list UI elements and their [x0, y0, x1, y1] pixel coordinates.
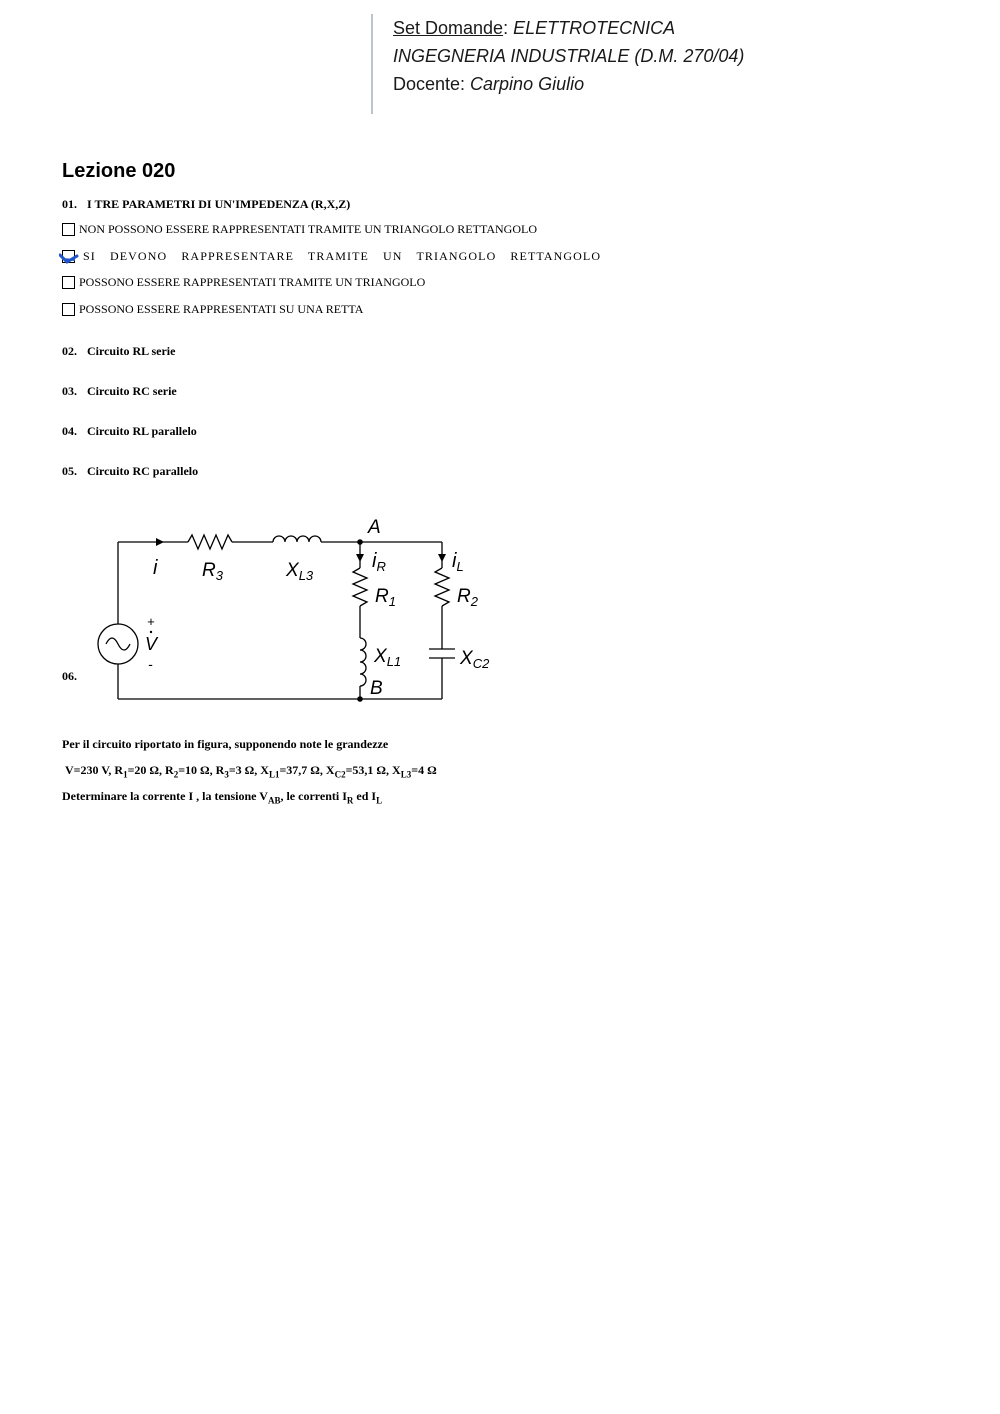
- resistor-r2: [435, 568, 449, 606]
- question-06: 06.: [62, 669, 77, 683]
- lesson-title: Lezione 020: [62, 160, 176, 182]
- teacher-line: Docente: Carpino Giulio: [393, 74, 585, 94]
- question-02: 02. Circuito RL serie: [62, 344, 176, 358]
- label-plus: +: [147, 614, 155, 629]
- label-ir: $i_R$: [372, 550, 386, 574]
- arrow-current-ir: [356, 554, 364, 562]
- option-1[interactable]: NON POSSONO ESSERE RAPPRESENTATI TRAMITE UN TRIANGOLO RETTANGOLO: [62, 222, 537, 237]
- question-01: 01. I TRE PARAMETRI DI UN'IMPEDENZA (R,X,Z): [62, 197, 351, 211]
- question-04: 04. Circuito RL parallelo: [62, 424, 197, 438]
- question-03: 03. Circuito RC serie: [62, 384, 177, 398]
- question-05: 05. Circuito RC parallelo: [62, 464, 199, 478]
- label-node-a: A: [368, 517, 381, 538]
- option-checkbox[interactable]: [62, 303, 75, 316]
- course-line: INGEGNERIA INDUSTRIALE (D.M. 270/04): [393, 46, 745, 66]
- option-checkbox-checked[interactable]: [62, 250, 75, 263]
- v-phasor-dot: [150, 631, 152, 633]
- node-b-dot: [357, 696, 363, 702]
- problem-intro: Per il circuito riportato in figura, supponendo note le grandezze: [62, 737, 389, 751]
- problem-task: Determinare la corrente I , la tensione $V_{AB}$, le correnti $I_R$ ed $I_L$: [62, 789, 383, 806]
- circuit-diagram: [90, 512, 510, 707]
- label-v: V: [145, 634, 158, 654]
- capacitor-xc2: [429, 649, 455, 658]
- subject: ELETTROTECNICA: [513, 18, 676, 38]
- label-xl3: $X_{L3}$: [286, 560, 314, 583]
- set-line: Set Domande: ELETTROTECNICA: [393, 18, 676, 38]
- document-header: [371, 14, 744, 114]
- option-checkbox[interactable]: [62, 276, 75, 289]
- option-2[interactable]: SI DEVONO RAPPRESENTARE TRAMITE UN TRIANGOLO RETTANGOLO: [62, 249, 601, 264]
- set-label: Set Domande: [393, 18, 504, 38]
- option-checkbox[interactable]: [62, 223, 75, 236]
- inductor-xl1: [360, 638, 366, 686]
- node-a-dot: [357, 539, 363, 545]
- label-node-b: B: [370, 678, 383, 699]
- label-xl1: $X_{L1}$: [374, 646, 402, 669]
- resistor-r1: [353, 568, 367, 606]
- arrow-current-il: [438, 554, 446, 562]
- label-minus: -: [148, 656, 153, 672]
- teacher-name: Carpino Giulio: [470, 74, 585, 94]
- label-r1: $R_1$: [375, 586, 396, 609]
- check-mark-icon: [59, 249, 83, 265]
- label-il: $i_L$: [452, 550, 464, 574]
- label-r3: $R_3$: [202, 560, 223, 583]
- label-current-i: i: [153, 557, 158, 579]
- option-4[interactable]: POSSONO ESSERE RAPPRESENTATI SU UNA RETTA: [62, 302, 363, 317]
- label-r2: $R_2$: [457, 586, 478, 609]
- problem-values: V=230 V, $R_1=20$ Ω, $R_2=10$ Ω, $R_3=3$ Ω, $X_{L1}=37,7$ Ω, $X_{C2}=53,1$ Ω, $X_{L3}=4$ Ω: [65, 763, 437, 780]
- inductor-xl3: [273, 536, 321, 542]
- option-3[interactable]: POSSONO ESSERE RAPPRESENTATI TRAMITE UN TRIANGOLO: [62, 275, 425, 290]
- label-xc2: $X_{C2}$: [460, 648, 490, 671]
- resistor-r3: [188, 535, 232, 549]
- arrow-current-i: [156, 538, 164, 546]
